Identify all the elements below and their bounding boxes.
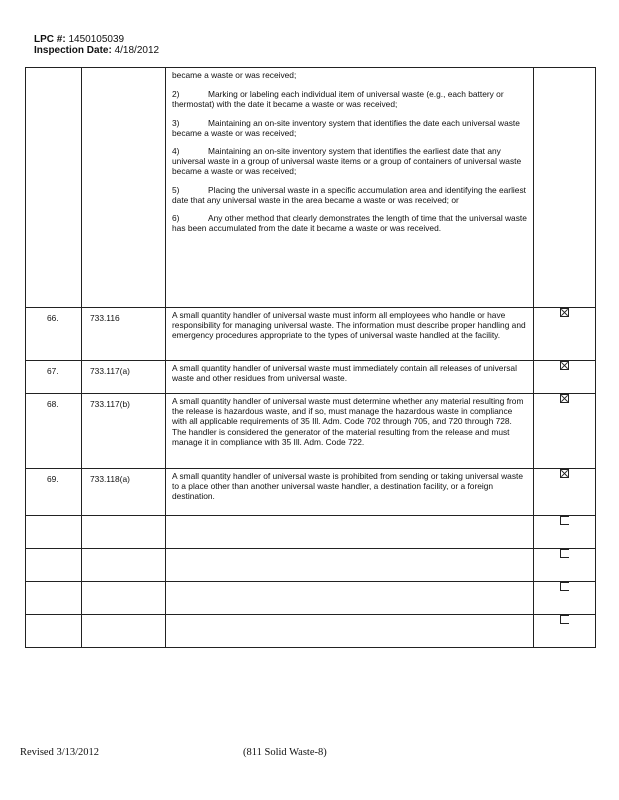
list-item: 4) Maintaining an on-site inventory system that identifies the earliest date that any universal waste in a group of universal waste items or a group of containers of universal waste became a waste or was received; [172,146,522,177]
table-cell [26,582,82,615]
checkbox-cell[interactable] [534,469,596,516]
lpc-line [34,34,159,45]
table-cell [166,615,534,648]
table-cell [166,549,534,582]
checkbox-cell[interactable] [534,361,596,394]
list-item: 3) Maintaining an on-site inventory system that identifies the date each universal waste became a waste or was received; [172,117,520,138]
continuation-lead: became a waste or was received; [172,70,297,80]
table-cell [26,68,82,308]
empty-checkbox[interactable] [560,549,569,558]
empty-checkbox[interactable] [560,615,569,624]
table-cell [82,615,166,648]
checklist-table [25,67,596,648]
table-cell [82,516,166,549]
checkbox-cell[interactable] [534,308,596,361]
table-cell [82,549,166,582]
form-number: (811 Solid Waste-8) [243,747,327,758]
list-item: 5) Placing the universal waste in a specific accumulation area and identifying the earliest date that any universal waste in the area became a waste or was received; or [172,184,526,205]
table-row [26,615,596,648]
table-cell [534,68,596,308]
checked-checkbox[interactable] [560,394,569,403]
revised-date: Revised 3/13/2012 [20,747,100,758]
table-cell [26,549,82,582]
table-row [26,308,596,361]
continuation-row [26,68,596,308]
list-item: 6) Any other method that clearly demonstrates the length of time that the universal waste has been accumulated from the date it became a waste or was received. [172,213,527,234]
checkbox-cell[interactable] [534,516,596,549]
table-row [26,582,596,615]
lpc-number: 1450105039 [68,34,125,45]
table-cell [26,516,82,549]
empty-checkbox[interactable] [560,516,569,525]
requirement-text: A small quantity handler of universal waste must inform all employees who handle or have responsibility for managing universal waste. The information must describe proper handling and emergency procedures appropriate to the types of universal waste handled at the facility. [166,308,534,361]
table-row [26,469,596,516]
checkbox-cell[interactable] [534,549,596,582]
checked-checkbox[interactable] [560,361,569,370]
table-row [26,361,596,394]
inspection-date: 4/18/2012 [114,45,160,56]
requirement-text: A small quantity handler of universal waste is prohibited from sending or taking universal waste to a place other than another universal waste handler, a destination facility, or a foreign destination. [166,469,534,516]
checkbox-cell[interactable] [534,394,596,469]
regulation-code: 733.117(b) [82,394,166,469]
checked-checkbox[interactable] [560,469,569,478]
item-number: 69. [26,469,82,516]
inspection-date-label: Inspection Date: [34,45,112,56]
regulation-code: 733.117(a) [82,361,166,394]
table-cell [166,582,534,615]
list-item: 2) Marking or labeling each individual item of universal waste (e.g., each battery or thermostat) with the date it became a waste or was received; [172,89,504,110]
checkbox-cell[interactable] [534,582,596,615]
table-cell [166,516,534,549]
checkbox-cell[interactable] [534,615,596,648]
table-row [26,394,596,469]
table-row [26,516,596,549]
continuation-text-cell [166,68,534,308]
regulation-code: 733.118(a) [82,469,166,516]
checked-checkbox[interactable] [560,308,569,317]
regulation-code: 733.116 [82,308,166,361]
item-number: 68. [26,394,82,469]
inspection-date-line [34,45,159,56]
table-cell [82,582,166,615]
table-cell [82,68,166,308]
item-number: 66. [26,308,82,361]
requirement-text: A small quantity handler of universal waste must determine whether any material resulting from the release is hazardous waste, and if so, must manage the hazardous waste in compliance with all applicable requirements of 35 Ill. Adm. Code 702 through 705, and 720 through 728. The handler is considered the generator of the material resulting from the release and must manage it in compliance with 35 Ill. Adm. Code 722. [166,394,534,469]
item-number: 67. [26,361,82,394]
lpc-label: LPC #: [34,34,66,45]
requirement-text: A small quantity handler of universal waste must immediately contain all releases of universal waste and other residues from universal waste. [166,361,534,394]
table-row [26,549,596,582]
empty-checkbox[interactable] [560,582,569,591]
table-cell [26,615,82,648]
document-header [34,34,159,56]
